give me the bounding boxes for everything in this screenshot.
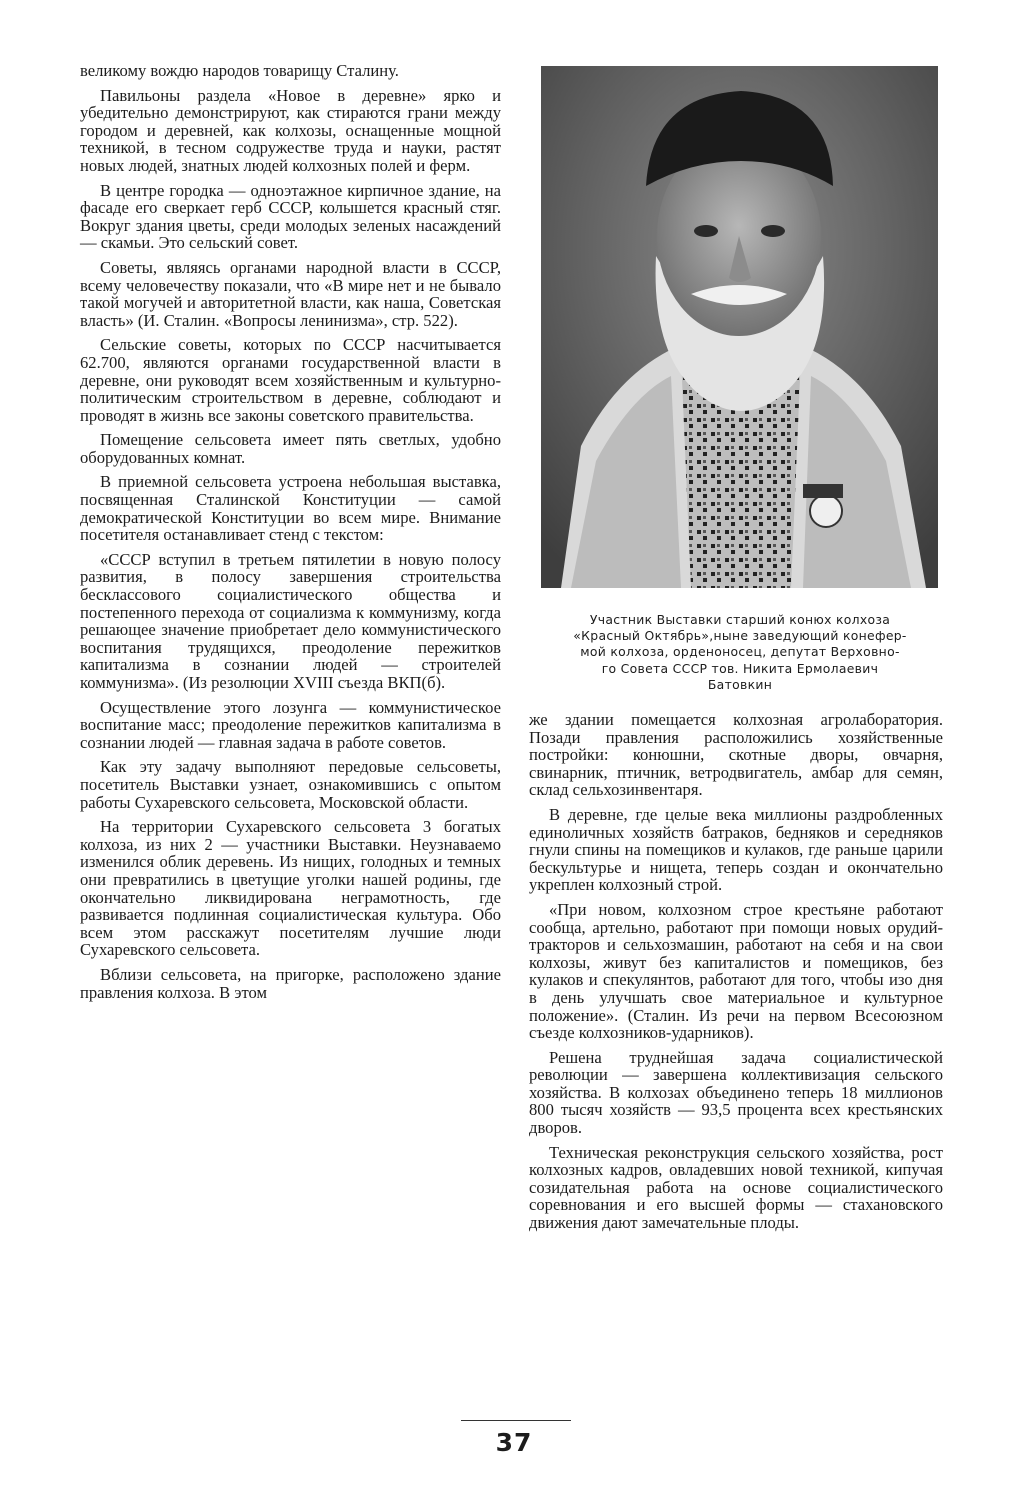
caption-line: го Совета СССР тов. Никита Ермолаевич: [601, 660, 879, 676]
portrait-illustration: [541, 66, 938, 588]
caption-line: «Красный Октябрь»,ныне заведующий конефер-: [573, 628, 907, 644]
paragraph-sukharevsky: На территории Сухаревского сельсовета 3 богатых колхоза, из них 2 — участники Выставки. Неузнаваемо изменился облик деревень. Из нищих, голодных и темных они превратились в цветущие уголки нашей родины, где окончательно ликвидирована неграмотность, где развивается подлинная социалистическая культура. Обо всем этом расскажут посетителям лучшие люди Сухаревского сельсовета.: [80, 817, 501, 960]
page-number: 37: [495, 1428, 533, 1457]
portrait-photo: [541, 66, 938, 588]
paragraph-board-building: Вблизи сельсовета, на пригорке, расположено здание правления колхоза. В этом: [80, 964, 501, 1002]
paragraph-pavilions: Павильоны раздела «Новое в деревне» ярко и убедительно демонстрируют, как стираются грани между городом и деревней, как колхозы, оснащенные мощной техникой, в тесном содружестве труда и науки, растят новых людей, знатных людей колхозных полей и ферм.: [80, 85, 501, 175]
paragraph-advanced-soviets: Как эту задачу выполняют передовые сельсоветы, посетитель Выставки узнает, ознакомившись с опытом работы Сухаревского сельсовета, Московской области.: [80, 757, 501, 812]
paragraph-reconstruction: Техническая реконструкция сельского хозяйства, рост колхозных кадров, овладевших новой техникой, кипучая созидательная работа на основе социалистического соревнования и его высшей формы — стахановского движения дают замечательные плоды.: [529, 1142, 943, 1233]
photo-caption: [530, 612, 950, 693]
caption-line: Батовкин: [707, 676, 773, 692]
left-text-column: [80, 62, 501, 1008]
paragraph-village-history: В деревне, где целые века миллионы раздробленных единоличных хозяйств батраков, бедняков и середняков гнули спины на помещиков и кулаков, где раньше царили бескультурье и нищета, теперь создан и окончательно укреплен колхозный строй.: [529, 804, 943, 895]
paragraph-collectivization: Решена труднейшая задача социалистической революции — завершена коллективизация сельского хозяйства. В колхозах объединено теперь 18 миллионов 800 тысяч хозяйств — 93,5 процента всех крестьянских дворов.: [529, 1047, 943, 1138]
paragraph-agrolab: же здании помещается колхозная агролаборатория. Позади правления расположились хозяйственные постройки: конюшни, скотные дворы, овчарня, свинарник, птичник, ветродвигатель, амбар для семян, склад сельхозинвентаря.: [529, 710, 943, 800]
paragraph-slogan: Осуществление этого лозунга — коммунистическое воспитание масс; преодоление пережитков капитализма в сознании людей — главная задача в работе советов.: [80, 697, 501, 752]
paragraph-quote-resolution: «СССР вступил в третьем пятилетии в новую полосу развития, в полосу завершения строительства бесклассового социалистического общества и постепенного перехода от социализма к коммунизму, когда решающее значение приобретает дело коммунистического воспитания трудящихся, преодоление пережитков капитализма в сознании людей — строителей коммунизма». (Из резолюции XVIII съезда ВКП(б).: [80, 549, 501, 692]
footer-rule: [461, 1420, 571, 1421]
paragraph-quote-stalin: «При новом, колхозном строе крестьяне работают сообща, артельно, работают при помощи новых орудий-тракторов и сельхозмашин, работают на себя и на свои колхозы, живут без капиталистов и помещиков, без кулаков и спекулянтов, работают для того, чтобы изо дня в день улучшать свое материальное и культурное положение». (Сталин. Из речи на первом Всесоюзном съезде колхозников-ударников).: [529, 899, 943, 1043]
paragraph-town-center: В центре городка — одноэтажное кирпичное здание, на фасаде его сверкает герб СССР, колышется красный стяг. Вокруг здания цветы, среди молодых зеленых насаждений — скамьи. Это сельский совет.: [80, 180, 501, 253]
paragraph-reception-exhibit: В приемной сельсовета устроена небольшая выставка, посвященная Сталинской Конституции — самой демократической Конституции во всем мире. Внимание посетителя останавливает стенд с текстом:: [80, 472, 501, 545]
paragraph-soviets-power: Советы, являясь органами народной власти в СССР, всему человечеству показали, что «В мире нет и не бывало такой могучей и авторитетной власти, как наша, Советская власть» (И. Сталин. «Вопросы ленинизма», стр. 522).: [80, 257, 501, 330]
paragraph-continuation: великому вождю народов товарищу Сталину.: [80, 61, 399, 80]
right-text-column: [529, 711, 943, 1239]
caption-line: Участник Выставки старший конюх колхоза: [589, 612, 891, 627]
paragraph-premises: Помещение сельсовета имеет пять светлых, удобно оборудованных комнат.: [80, 430, 501, 467]
paragraph-village-soviets: Сельские советы, которых по СССР насчитывается 62.700, являются органами государственной власти в деревне, они руководят всем хозяйственным и культурно-политическим строительством в деревне, соблюдают и проводят в жизнь все законы советского правительства.: [80, 335, 501, 425]
caption-line: мой колхоза, орденоносец, депутат Верховно-: [580, 644, 900, 660]
